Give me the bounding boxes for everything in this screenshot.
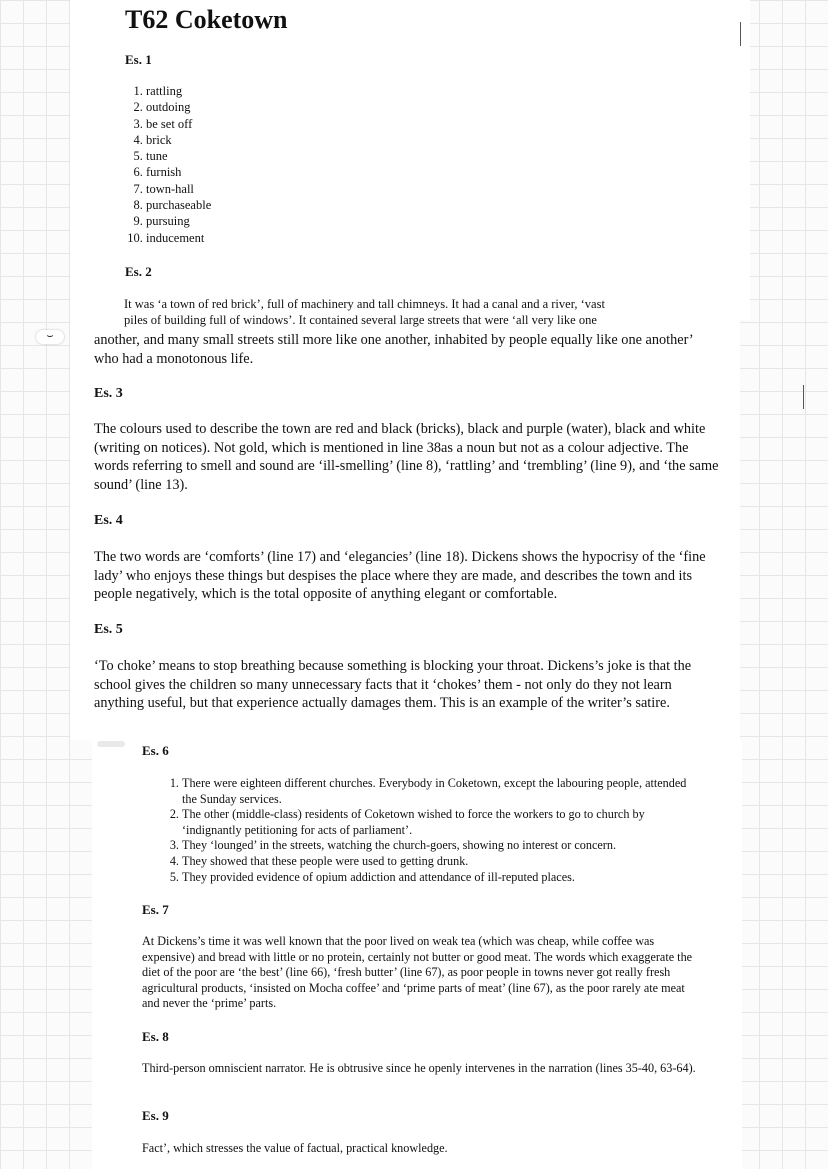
es1-list xyxy=(124,83,446,246)
es6-list xyxy=(160,776,702,885)
collapse-handle[interactable]: ⌣ xyxy=(36,330,64,344)
es7-paragraph: At Dickens’s time it was well known that the poor lived on weak tea (which was cheap, while coffee was expensive) and bread with little or no protein, certainly not butter or good meat. The words which exaggerate the diet of the poor are ‘the best’ (line 66), ‘fresh butter’ (line 67), as poor people in towns never got really fresh agricultural products, ‘insisted on Mocha coffee’ and ‘prime parts of meat’ (line 67), as the poor rarely ate meat and never the ‘prime’ parts. xyxy=(142,934,693,1011)
list-item: 1. rattling xyxy=(146,83,446,99)
list-item: 4. brick xyxy=(146,132,446,148)
list-item: 1. There were eighteen different churches. Everybody in Coketown, except the labouring people, attended the Sunday services. xyxy=(182,776,702,807)
es4-paragraph: The two words are ‘comforts’ (line 17) and ‘elegancies’ (line 18). Dickens shows the hypocrisy of the ‘fine lady’ who enjoys these things but despises the place where they are made, and describes the town and its people negatively, which is the total opposite of anything elegant or comfortable. xyxy=(94,549,706,602)
es3-heading: Es. 3 xyxy=(94,386,123,401)
list-item: 6. furnish xyxy=(146,164,446,180)
es2-paragraph: another, and many small streets still more like one another, inhabited by people equally like one another’ who had a monotonous life. xyxy=(94,332,693,367)
list-item: 5. They provided evidence of opium addiction and attendance of ill-reputed places. xyxy=(182,870,702,886)
es2-heading: Es. 2 xyxy=(125,264,152,279)
es6-heading: Es. 6 xyxy=(142,743,169,758)
list-item: 3. They ‘lounged’ in the streets, watching the church-goers, showing no interest or concern. xyxy=(182,838,702,854)
es4-heading: Es. 4 xyxy=(94,513,123,528)
list-item: 4. They showed that these people were used to getting drunk. xyxy=(182,854,702,870)
es9-heading: Es. 9 xyxy=(142,1108,169,1123)
text-cursor xyxy=(803,385,804,409)
list-item: 3. be set off xyxy=(146,116,446,132)
es2-line-1: It was ‘a town of red brick’, full of machinery and tall chimneys. It had a canal and a river, ‘vast xyxy=(124,297,605,311)
list-item: 5. tune xyxy=(146,148,446,164)
text-cursor xyxy=(740,22,741,46)
es8-paragraph: Third-person omniscient narrator. He is obtrusive since he openly intervenes in the narration (lines 35-40, 63-64). xyxy=(142,1061,696,1075)
es2-line-2: piles of building full of windows’. It contained several large streets that were ‘all very like one xyxy=(124,313,597,327)
es1-heading: Es. 1 xyxy=(125,52,152,67)
list-item: 2. outdoing xyxy=(146,99,446,115)
es7-heading: Es. 7 xyxy=(142,902,169,917)
es5-paragraph: ‘To choke’ means to stop breathing because something is blocking your throat. Dickens’s joke is that the school gives the children so many unnecessary facts that it ‘chokes’ them - not only do they not learn anything useful, but that experience actually damages them. This is an example of the writer’s satire. xyxy=(94,658,692,711)
es3-paragraph: The colours used to describe the town are red and black (bricks), black and purple (water), black and white (writing on notices). Not gold, which is mentioned in line 38as a noun but not as a colour adjective. The words referring to smell and sound are ‘ill-smelling’ (line 8), ‘rattling’ and ‘trembling’ (line 9), and ‘the same sound’ (line 13). xyxy=(94,421,719,493)
list-item: 9. pursuing xyxy=(146,213,446,229)
es5-heading: Es. 5 xyxy=(94,622,123,637)
es8-heading: Es. 8 xyxy=(142,1029,169,1044)
list-item: 10. inducement xyxy=(146,230,446,246)
list-item: 7. town-hall xyxy=(146,181,446,197)
list-item: 2. The other (middle-class) residents of Coketown wished to force the workers to go to church by ‘indignantly petitioning for acts of parliament’. xyxy=(182,807,702,838)
page-title: T62 Coketown xyxy=(125,5,288,34)
list-item: 8. purchaseable xyxy=(146,197,446,213)
drag-handle[interactable] xyxy=(97,741,125,747)
es9-paragraph: Fact’, which stresses the value of factual, practical knowledge. xyxy=(142,1141,448,1155)
